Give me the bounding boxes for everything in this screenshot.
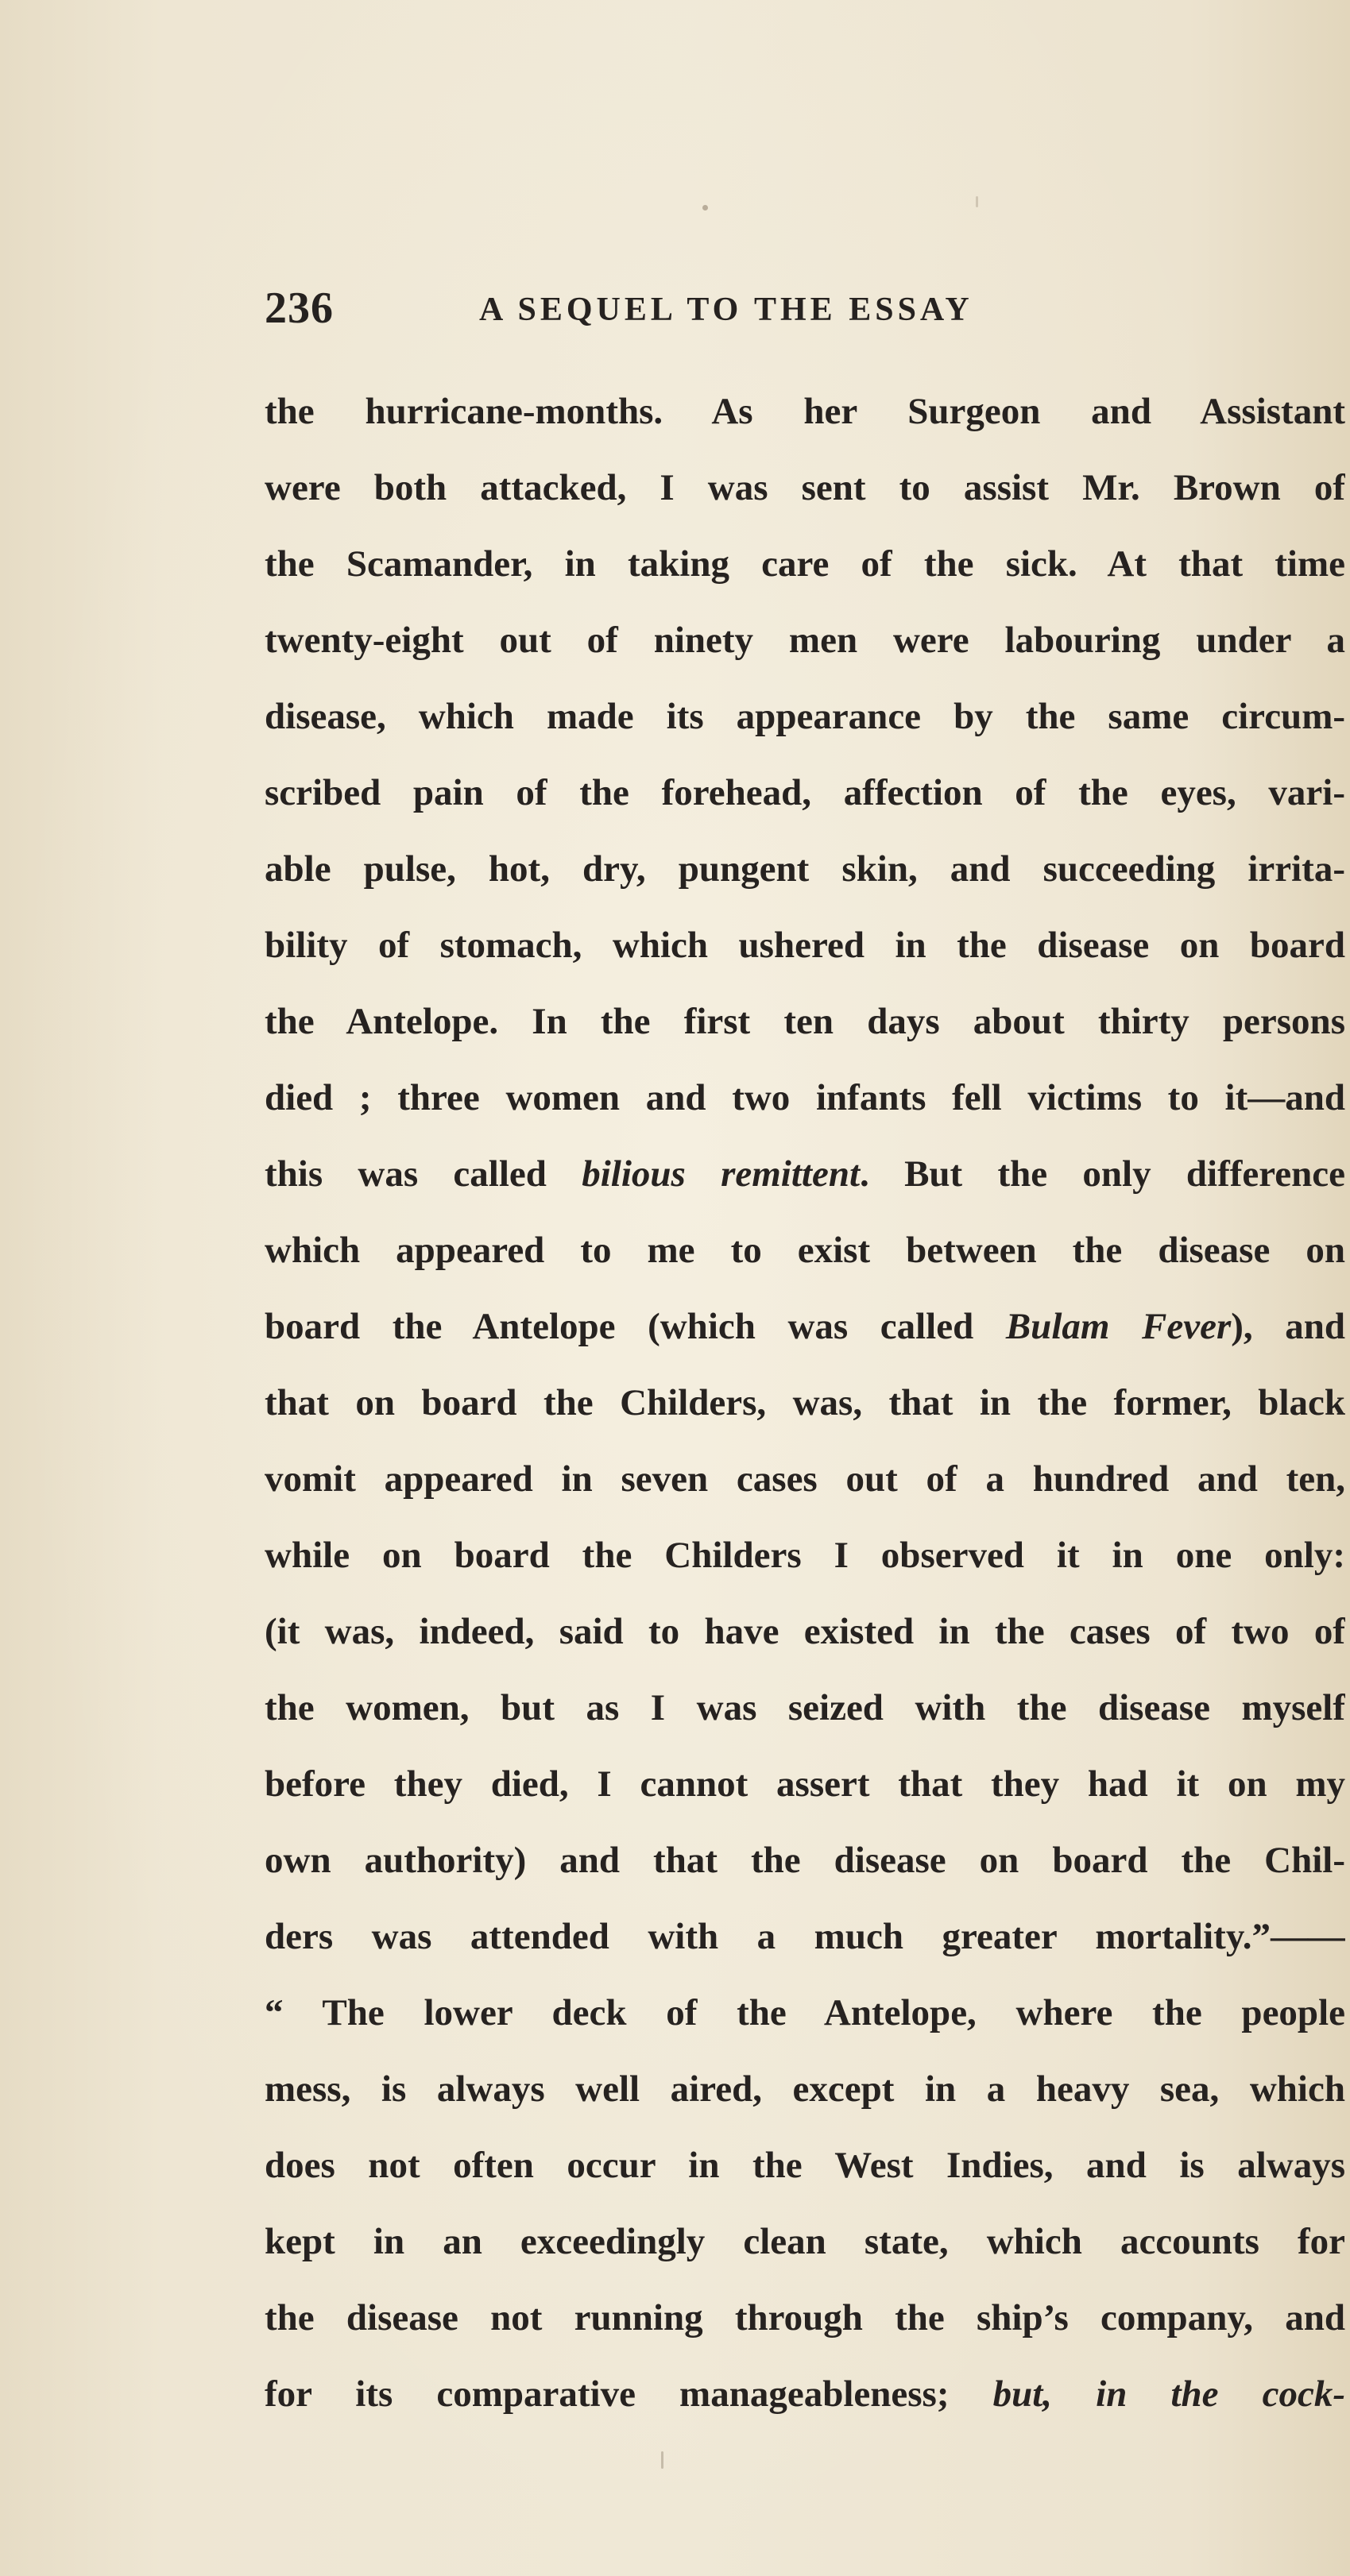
text-run: before they died, I cannot assert that they had it on my xyxy=(265,1763,1345,1805)
text-line xyxy=(265,1975,1345,2051)
text-run: for its comparative manageableness; xyxy=(265,2373,993,2415)
text-line xyxy=(265,1136,1345,1212)
text-run: mess, is always well aired, except in a heavy sea, which xyxy=(265,2068,1345,2110)
running-head: A SEQUEL TO THE ESSAY xyxy=(479,292,973,328)
text-line xyxy=(265,831,1345,907)
paper-speck xyxy=(661,2451,663,2469)
text-line xyxy=(265,1365,1345,1441)
body-text xyxy=(265,373,1345,2432)
italic-phrase: bilious remittent xyxy=(582,1153,861,1195)
text-run: bility of stomach, which ushered in the disease on board xyxy=(265,925,1345,966)
text-line xyxy=(265,1517,1345,1593)
text-line xyxy=(265,1593,1345,1670)
text-line xyxy=(265,1441,1345,1517)
text-run: kept in an exceedingly clean state, which accounts for xyxy=(265,2221,1345,2262)
text-line xyxy=(265,1898,1345,1975)
text-line xyxy=(265,526,1345,602)
text-run: the disease not running through the ship’s company, and xyxy=(265,2297,1345,2338)
text-line xyxy=(265,1670,1345,1746)
text-run: ), and xyxy=(1231,1306,1345,1347)
text-line xyxy=(265,2280,1345,2356)
text-line xyxy=(265,2203,1345,2280)
text-line xyxy=(265,983,1345,1060)
page-header xyxy=(265,284,1345,332)
text-run: vomit appeared in seven cases out of a hundred and ten, xyxy=(265,1458,1345,1500)
text-run: able pulse, hot, dry, pungent skin, and succeeding irrita- xyxy=(265,848,1345,890)
text-line xyxy=(265,602,1345,678)
text-run: this was called xyxy=(265,1153,582,1195)
text-line xyxy=(265,2356,1345,2432)
text-run: scribed pain of the forehead, affection of the eyes, vari- xyxy=(265,772,1345,813)
text-run: died ; three women and two infants fell victims to it—and xyxy=(265,1077,1345,1118)
paper-speck xyxy=(976,196,978,207)
text-run: own authority) and that the disease on board the Chil- xyxy=(265,1840,1345,1881)
text-line xyxy=(265,373,1345,450)
text-line xyxy=(265,1212,1345,1288)
text-run: the Scamander, in taking care of the sick. At that time xyxy=(265,543,1345,585)
text-line xyxy=(265,1060,1345,1136)
text-run: (it was, indeed, said to have existed in the cases of two of xyxy=(265,1611,1345,1652)
text-line xyxy=(265,1288,1345,1365)
text-run: while on board the Childers I observed it in one only: xyxy=(265,1535,1345,1576)
text-run: board the Antelope (which was called xyxy=(265,1306,1006,1347)
italic-phrase: Bulam Fever xyxy=(1005,1306,1232,1347)
text-run: “ The lower deck of the Antelope, where the people xyxy=(265,1992,1345,2033)
text-run: which appeared to me to exist between the disease on xyxy=(265,1230,1345,1271)
text-line xyxy=(265,755,1345,831)
text-line xyxy=(265,907,1345,983)
text-line xyxy=(265,450,1345,526)
text-line xyxy=(265,1822,1345,1898)
italic-phrase: but, in the cock- xyxy=(992,2373,1345,2415)
text-run: the Antelope. In the first ten days about thirty persons xyxy=(265,1001,1345,1042)
text-run: . But the only difference xyxy=(860,1153,1345,1195)
text-run: the women, but as I was seized with the disease myself xyxy=(265,1687,1345,1728)
text-run: does not often occur in the West Indies, and is always xyxy=(265,2145,1345,2186)
page-number: 236 xyxy=(265,284,334,333)
text-run: ders was attended with a much greater mortality.”—— xyxy=(265,1916,1345,1957)
text-run: that on board the Childers, was, that in the former, black xyxy=(265,1382,1345,1423)
text-line xyxy=(265,678,1345,755)
text-run: the hurricane-months. As her Surgeon and Assistant xyxy=(265,391,1345,432)
text-run: disease, which made its appearance by the same circum- xyxy=(265,696,1345,737)
text-line xyxy=(265,2127,1345,2203)
text-line xyxy=(265,1746,1345,1822)
text-run: twenty-eight out of ninety men were labouring under a xyxy=(265,620,1345,661)
text-run: were both attacked, I was sent to assist Mr. Brown of xyxy=(265,467,1345,508)
text-line xyxy=(265,2051,1345,2127)
paper-speck xyxy=(702,205,708,210)
